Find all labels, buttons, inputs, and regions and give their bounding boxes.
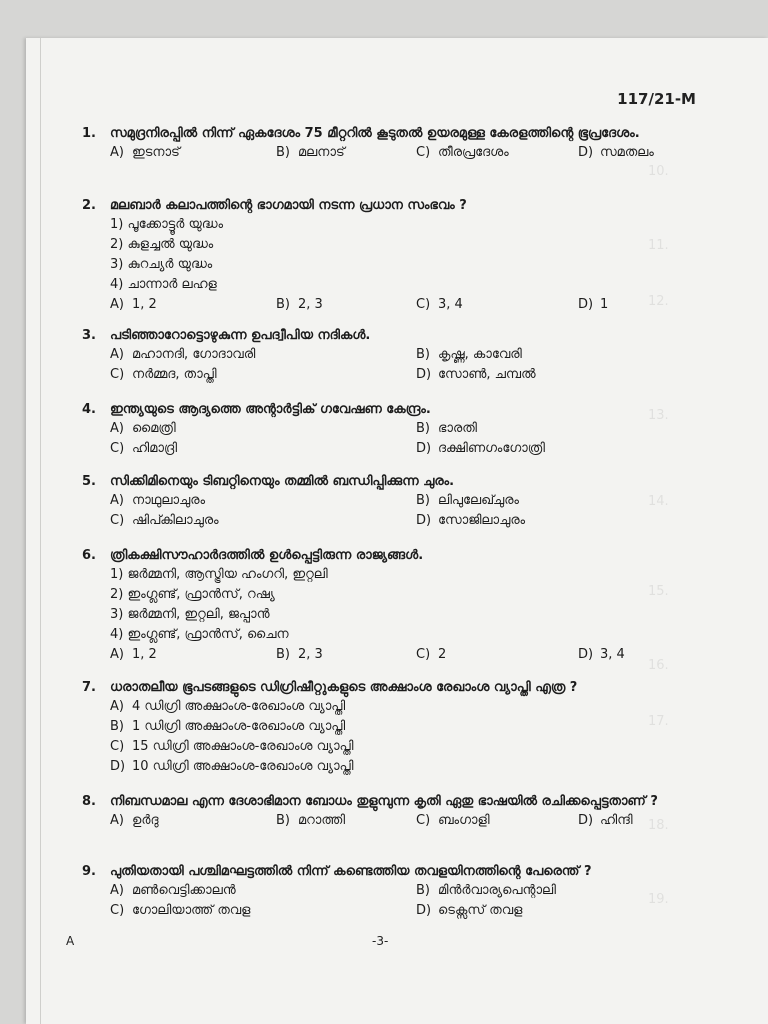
options-row (110, 295, 692, 315)
option-d[interactable]: D) സോൺ, ചമ്പൽ (416, 367, 536, 382)
question-text: പുതിയതായി പശ്ചിമഘട്ടത്തിൽ നിന്ന് കണ്ടെത്തിയ തവളയിനത്തിന്റെ പേരെന്ത് ? (110, 864, 592, 879)
option-a[interactable]: A) മഹാനദി, ഗോദാവരി (110, 347, 256, 362)
question-number: 1. (82, 126, 96, 141)
question-number: 4. (82, 402, 96, 417)
options-row (110, 645, 692, 665)
question-text: പടിഞ്ഞാറോട്ടൊഴുകുന്ന ഉപദ്വീപിയ നദികൾ. (110, 328, 371, 343)
question-5 (82, 472, 692, 531)
option-b[interactable]: B) മലനാട് (276, 145, 345, 160)
option-c[interactable]: C) ഷിപ്കിലാചുരം (110, 513, 219, 528)
options-row (110, 419, 692, 439)
statement-item: 2) ഇംഗ്ലണ്ട്, ഫ്രാൻസ്, റഷ്യ (110, 587, 275, 602)
options-row (110, 345, 692, 365)
option-c[interactable]: C) ബംഗാളി (416, 813, 490, 828)
question-text: സമുദ്രനിരപ്പിൽ നിന്ന് ഏകദേശം 75 മീറ്ററിൽ കൂടുതൽ ഉയരമുള്ള കേരളത്തിന്റെ ഭൂപ്രദേശം. (110, 126, 640, 141)
option-a[interactable]: A) 1, 2 (110, 647, 157, 662)
option-c[interactable]: C) തീരപ്രദേശം (416, 145, 509, 160)
option-d[interactable]: D) സോജിലാചുരം (416, 513, 526, 528)
question-text: മലബാർ കലാപത്തിന്റെ ഭാഗമായി നടന്ന പ്രധാന സംഭവം ? (110, 198, 467, 213)
option-c[interactable]: C) 3, 4 (416, 297, 463, 312)
option-c[interactable]: C) ഗോലിയാത്ത് തവള (110, 903, 251, 918)
series-label: A (66, 934, 75, 948)
question-7 (82, 678, 692, 777)
options-row (110, 143, 692, 163)
option-b[interactable]: B) കൃഷ്ണ, കാവേരി (416, 347, 522, 362)
question-8 (82, 792, 692, 831)
option-d[interactable]: D) ഹിന്ദി (578, 813, 633, 828)
paper-code: 117/21-M (617, 90, 696, 108)
option-a[interactable]: A) നാഥുലാചുരം (110, 493, 206, 508)
options-row (110, 491, 692, 511)
question-text: ധരാതലീയ ഭൂപടങ്ങളുടെ ഡിഗ്രിഷീറ്റുകളുടെ അക്ഷാംശ രേഖാംശ വ്യാപ്തി എത്ര ? (110, 680, 578, 695)
option-b[interactable]: B) 2, 3 (276, 297, 323, 312)
statement-item: 3) കുറച്യർ യുദ്ധം (110, 257, 213, 272)
question-number: 7. (82, 680, 96, 695)
statement-item: 4) ചാന്നാർ ലഹള (110, 277, 217, 292)
options-row (110, 757, 692, 777)
options-row (110, 697, 692, 717)
option-d[interactable]: D) ദക്ഷിണഗംഗോത്രി (416, 441, 545, 456)
option-d[interactable]: D) 1 (578, 297, 609, 312)
statement-item: 4) ഇംഗ്ലണ്ട്, ഫ്രാൻസ്, ചൈന (110, 627, 289, 642)
option-d[interactable]: D) 10 ഡിഗ്രി അക്ഷാംശ-രേഖാംശ വ്യാപ്തി (110, 759, 354, 774)
option-c[interactable]: C) 2 (416, 647, 447, 662)
question-text: ത്രികക്ഷിസൗഹാർദത്തിൽ ഉൾപ്പെട്ടിരുന്ന രാജ്യങ്ങൾ. (110, 548, 424, 563)
option-d[interactable]: D) ടെക്സസ് തവള (416, 903, 523, 918)
question-number: 2. (82, 198, 96, 213)
question-2 (82, 196, 692, 315)
options-row (110, 737, 692, 757)
options-row (110, 901, 692, 921)
option-b[interactable]: B) ലിപുലേഖ്ചുരം (416, 493, 519, 508)
page-number: -3- (372, 934, 389, 948)
options-row (110, 511, 692, 531)
option-b[interactable]: B) ഭാരതി (416, 421, 477, 436)
option-b[interactable]: B) 2, 3 (276, 647, 323, 662)
statement-item: 3) ജർമ്മനി, ഇറ്റലി, ജപ്പാൻ (110, 607, 270, 622)
option-a[interactable]: A) 1, 2 (110, 297, 157, 312)
option-b[interactable]: B) മിൻർവാര്യപെന്റാലി (416, 883, 556, 898)
options-row (110, 439, 692, 459)
options-row (110, 881, 692, 901)
option-c[interactable]: C) 15 ഡിഗ്രി അക്ഷാംശ-രേഖാംശ വ്യാപ്തി (110, 739, 354, 754)
question-3 (82, 326, 692, 385)
question-text: നിബന്ധമാല എന്ന ദേശാഭിമാന ബോധം തുളുമ്പുന്ന കൃതി ഏതു ഭാഷയിൽ രചിക്കപ്പെട്ടതാണ് ? (110, 794, 658, 809)
option-d[interactable]: D) 3, 4 (578, 647, 625, 662)
question-number: 6. (82, 548, 96, 563)
question-6 (82, 546, 692, 665)
options-row (110, 365, 692, 385)
option-a[interactable]: A) 4 ഡിഗ്രി അക്ഷാംശ-രേഖാംശ വ്യാപ്തി (110, 699, 346, 714)
statement-item: 2) കുളച്ചൽ യുദ്ധം (110, 237, 214, 252)
question-number: 8. (82, 794, 96, 809)
option-d[interactable]: D) സമതലം (578, 145, 654, 160)
option-c[interactable]: C) ഹിമാദ്രി (110, 441, 178, 456)
option-a[interactable]: A) ഇടനാട് (110, 145, 180, 160)
question-text: ഇന്ത്യയുടെ ആദ്യത്തെ അന്റാർട്ടിക് ഗവേഷണ കേന്ദ്രം. (110, 402, 431, 417)
option-a[interactable]: A) മൈത്രി (110, 421, 176, 436)
option-a[interactable]: A) മൺവെട്ടിക്കാലൻ (110, 883, 236, 898)
question-text: സിക്കിമിനെയും ടിബറ്റിനെയും തമ്മിൽ ബന്ധിപ്പിക്കുന്ന ചുരം. (110, 474, 455, 489)
question-number: 9. (82, 864, 96, 879)
question-9 (82, 862, 692, 921)
question-number: 5. (82, 474, 96, 489)
option-b[interactable]: B) മറാത്തി (276, 813, 346, 828)
statement-item: 1) ജർമ്മനി, ആസ്ട്രിയ ഹംഗറി, ഇറ്റലി (110, 567, 328, 582)
bleed-through-text: 10. 11. 12. 13. 14. 15. 16. 17. 18. 19. (648, 164, 669, 907)
option-c[interactable]: C) നർമ്മദ, താപ്തി (110, 367, 217, 382)
statement-item: 1) പൂക്കോട്ടൂർ യുദ്ധം (110, 217, 224, 232)
question-number: 3. (82, 328, 96, 343)
option-b[interactable]: B) 1 ഡിഗ്രി അക്ഷാംശ-രേഖാംശ വ്യാപ്തി (110, 719, 346, 734)
question-1 (82, 124, 692, 163)
option-a[interactable]: A) ഉർദു (110, 813, 159, 828)
question-4 (82, 400, 692, 459)
options-row (110, 811, 692, 831)
options-row (110, 717, 692, 737)
